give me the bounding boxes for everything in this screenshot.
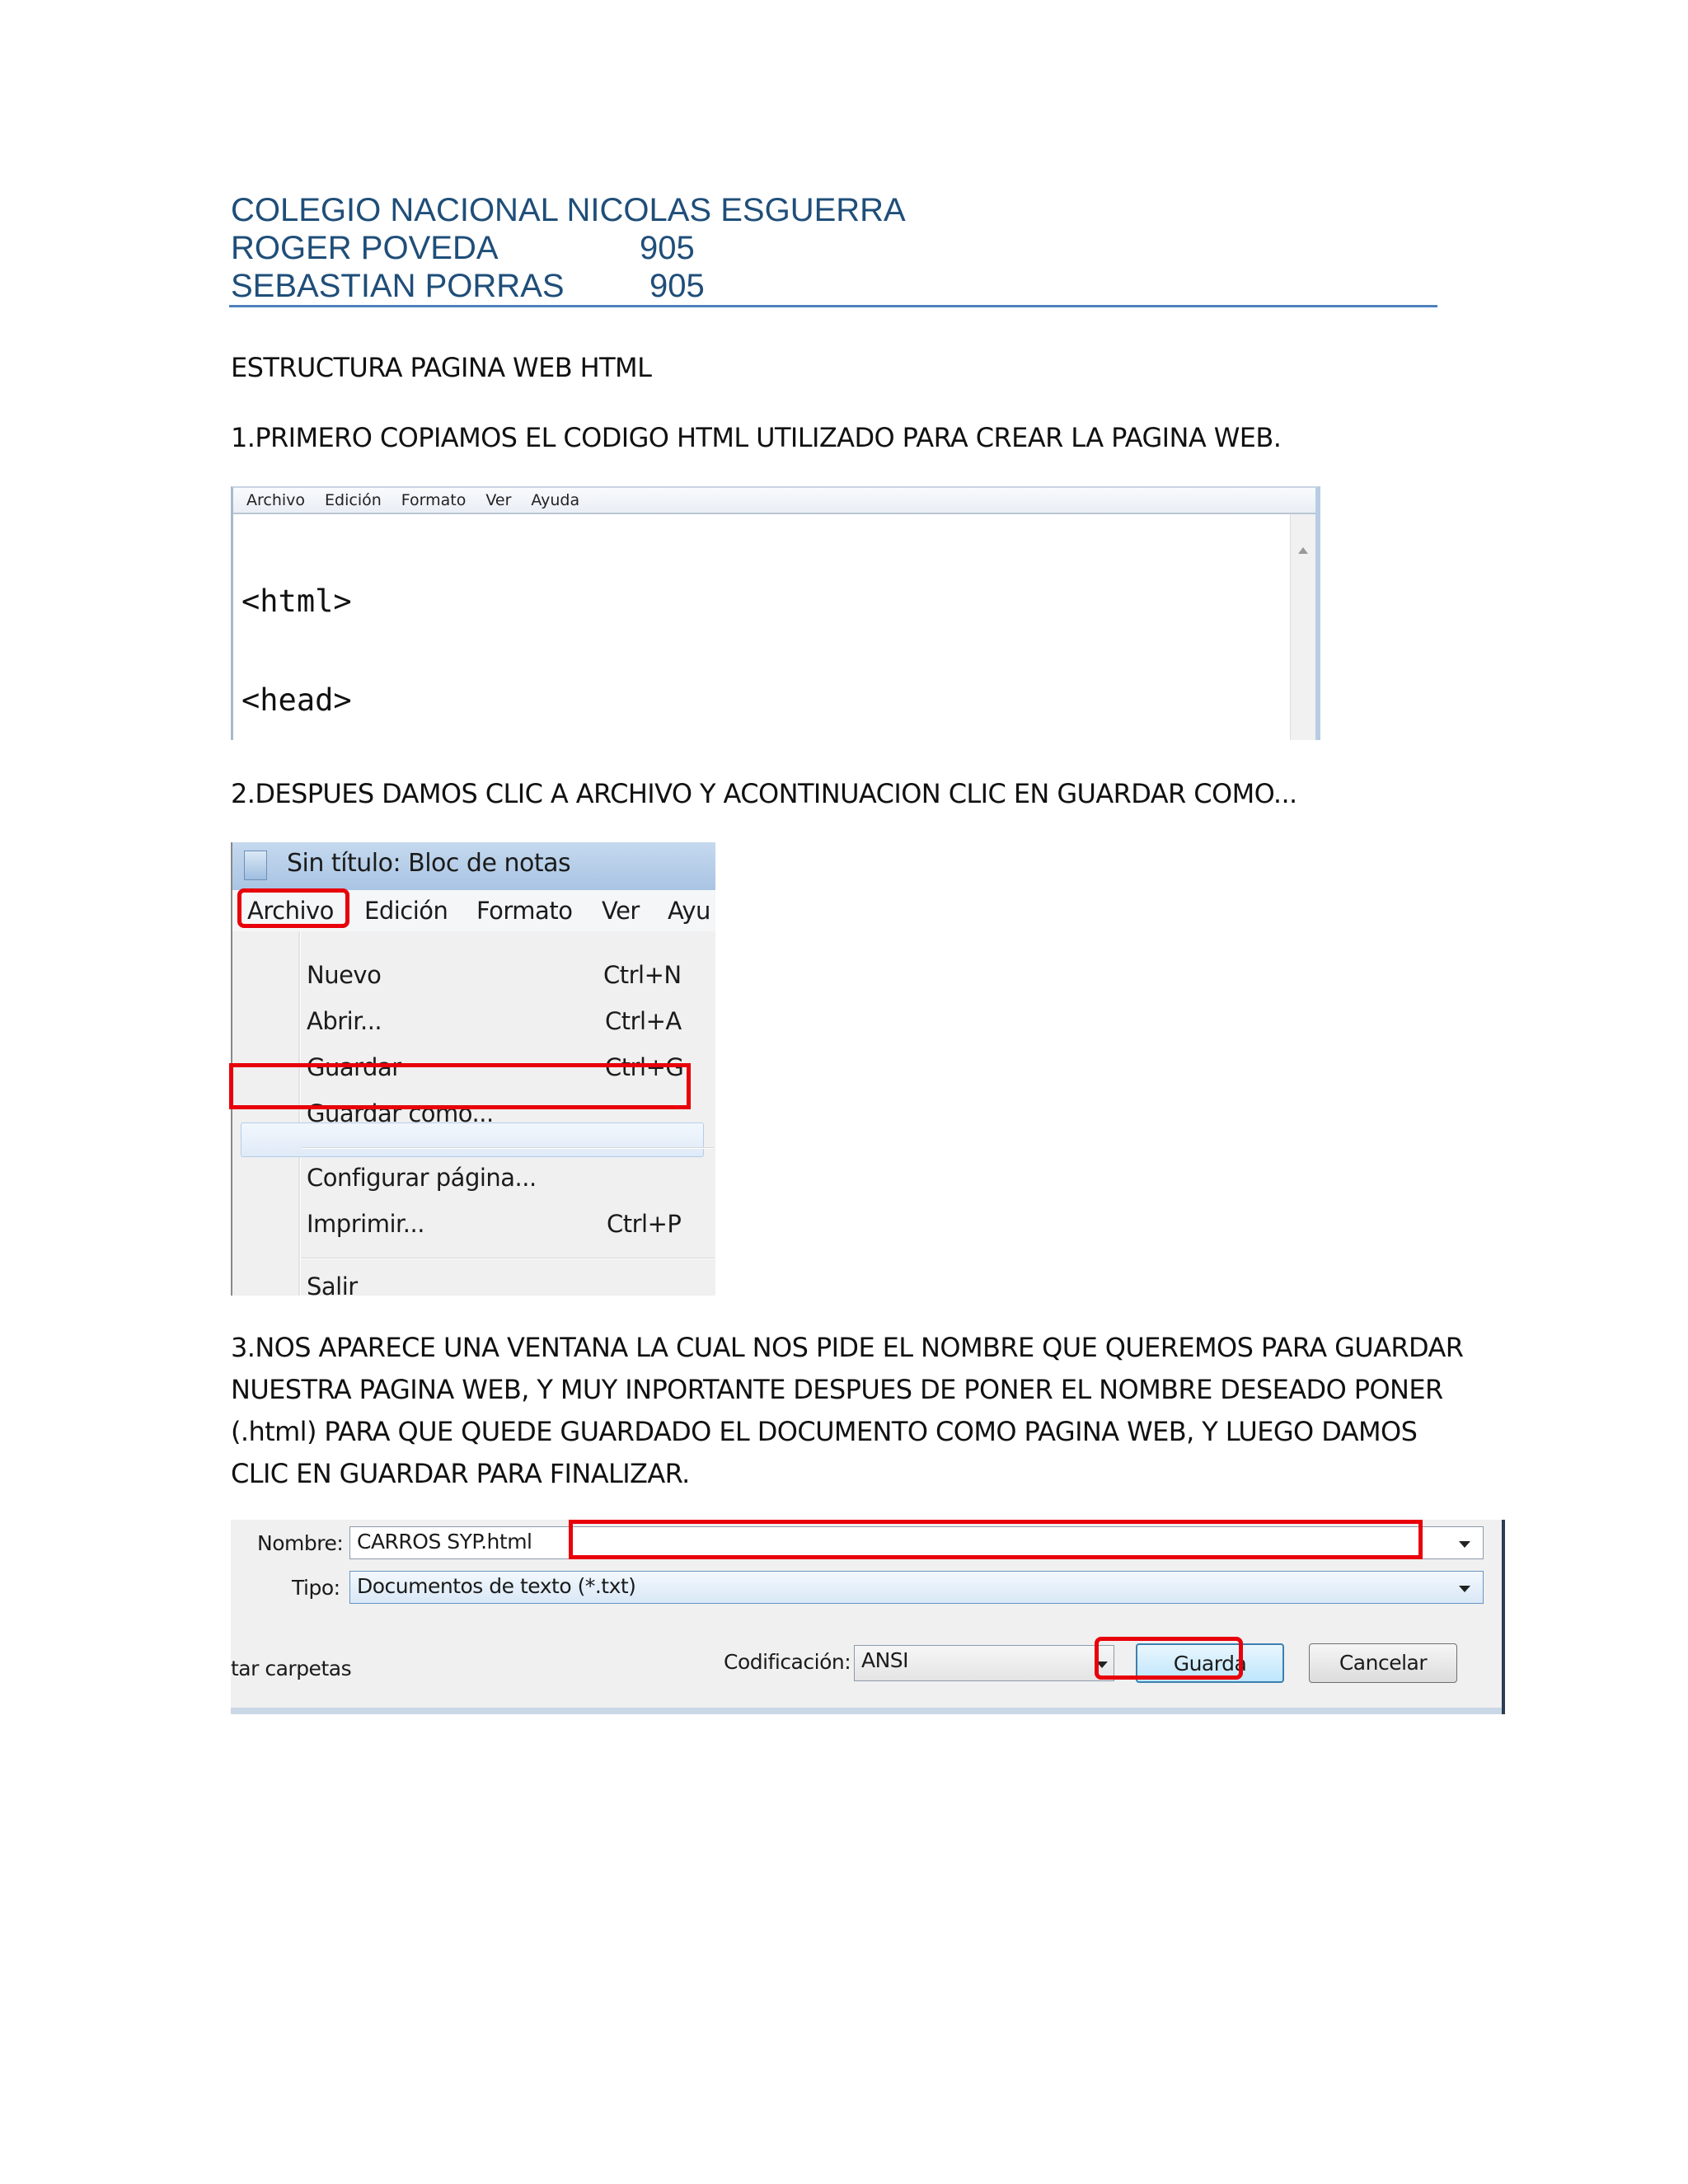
menu-item-guardar[interactable]: Guardar bbox=[307, 1053, 401, 1081]
archivo-highlight-box bbox=[237, 888, 349, 928]
scroll-up-icon[interactable] bbox=[1298, 547, 1308, 554]
notepad-menubar bbox=[233, 488, 1315, 514]
encoding-label: Codificación: bbox=[724, 1650, 851, 1674]
filetype-select[interactable]: Documentos de texto (*.txt) bbox=[349, 1571, 1484, 1604]
step-3-line-2: NUESTRA PAGINA WEB, Y MUY INPORTANTE DESPUES DE PONER EL NOMBRE DESEADO PONER bbox=[231, 1374, 1443, 1405]
menu-ver[interactable]: Ver bbox=[602, 897, 640, 925]
step-2-text: 2.DESPUES DAMOS CLIC A ARCHIVO Y ACONTINUACION CLIC EN GUARDAR COMO... bbox=[231, 778, 1297, 809]
filename-input[interactable]: CARROS SYP.html bbox=[349, 1526, 1484, 1559]
save-button[interactable]: Guarda bbox=[1136, 1643, 1284, 1683]
hover-highlight bbox=[241, 1122, 704, 1157]
filename-highlight-box bbox=[569, 1520, 1423, 1559]
save-button-highlight-box bbox=[1095, 1637, 1243, 1680]
archivo-dropdown bbox=[232, 931, 715, 1296]
student-1-name: ROGER POVEDA bbox=[231, 230, 499, 266]
student-1-group: 905 bbox=[640, 230, 695, 266]
name-label: Nombre: bbox=[257, 1531, 344, 1555]
window-title: Sin título: Bloc de notas bbox=[287, 849, 571, 878]
menu-item-abrir[interactable]: Abrir... bbox=[307, 1007, 382, 1035]
shortcut-guardar: Ctrl+G bbox=[605, 1053, 684, 1081]
menu-item-nuevo[interactable]: Nuevo bbox=[307, 961, 382, 989]
shortcut-abrir: Ctrl+A bbox=[605, 1007, 682, 1035]
menu-edicion[interactable]: Edición bbox=[325, 491, 382, 509]
notepad-screenshot bbox=[231, 486, 1320, 740]
school-name: COLEGIO NACIONAL NICOLAS ESGUERRA bbox=[231, 192, 906, 228]
type-label: Tipo: bbox=[292, 1576, 340, 1600]
student-2-name: SEBASTIAN PORRAS bbox=[231, 268, 565, 304]
student-2-group: 905 bbox=[649, 268, 705, 304]
code-line: <html> bbox=[241, 583, 352, 619]
menu-archivo[interactable]: Archivo bbox=[246, 491, 306, 509]
menu-edicion[interactable]: Edición bbox=[364, 897, 448, 925]
notepad-code[interactable] bbox=[241, 519, 1104, 740]
shortcut-nuevo: Ctrl+N bbox=[603, 961, 682, 989]
step-1-text: 1.PRIMERO COPIAMOS EL CODIGO HTML UTILIZADO PARA CREAR LA PAGINA WEB. bbox=[231, 422, 1282, 453]
code-line: <head> bbox=[241, 682, 352, 718]
menu-item-imprimir[interactable]: Imprimir... bbox=[307, 1210, 424, 1238]
cancel-button[interactable]: Cancelar bbox=[1309, 1643, 1457, 1683]
step-3-line-4: CLIC EN GUARDAR PARA FINALIZAR. bbox=[231, 1458, 690, 1489]
guardar-como-highlight-box bbox=[229, 1063, 691, 1109]
hide-folders-link[interactable]: tar carpetas bbox=[231, 1657, 352, 1680]
encoding-select[interactable]: ANSI bbox=[854, 1645, 1114, 1681]
menu-ayuda[interactable]: Ayuda bbox=[531, 491, 580, 509]
filename-dropdown-icon[interactable] bbox=[1459, 1541, 1470, 1548]
dialog-bottom-edge bbox=[231, 1708, 1502, 1714]
vertical-scrollbar[interactable] bbox=[1290, 514, 1315, 740]
step-3-line-1: 3.NOS APARECE UNA VENTANA LA CUAL NOS PIDE EL NOMBRE QUE QUEREMOS PARA GUARDAR bbox=[231, 1332, 1464, 1363]
menu-separator bbox=[302, 1147, 714, 1149]
menu-item-salir[interactable]: Salir bbox=[307, 1272, 358, 1296]
menu-archivo[interactable]: Archivo bbox=[247, 897, 334, 925]
notepad-icon bbox=[244, 851, 267, 880]
filetype-dropdown-icon[interactable] bbox=[1459, 1586, 1470, 1592]
menu-item-guardar-como[interactable]: Guardar como... bbox=[307, 1099, 494, 1127]
menu-formato[interactable]: Formato bbox=[401, 491, 467, 509]
shortcut-imprimir: Ctrl+P bbox=[607, 1210, 682, 1238]
section-title: ESTRUCTURA PAGINA WEB HTML bbox=[231, 352, 652, 383]
menu-gutter bbox=[298, 931, 301, 1296]
menu-ver[interactable]: Ver bbox=[485, 491, 512, 509]
step-3-line-3: (.html) PARA QUE QUEDE GUARDADO EL DOCUMENTO COMO PAGINA WEB, Y LUEGO DAMOS bbox=[231, 1416, 1418, 1447]
menu-formato[interactable]: Formato bbox=[476, 897, 573, 925]
window-titlebar bbox=[232, 842, 715, 890]
header-rule bbox=[229, 305, 1437, 307]
menu-ayuda[interactable]: Ayu bbox=[668, 897, 710, 925]
menu-separator bbox=[302, 1258, 714, 1259]
menu-item-configurar-pagina[interactable]: Configurar página... bbox=[307, 1164, 537, 1192]
